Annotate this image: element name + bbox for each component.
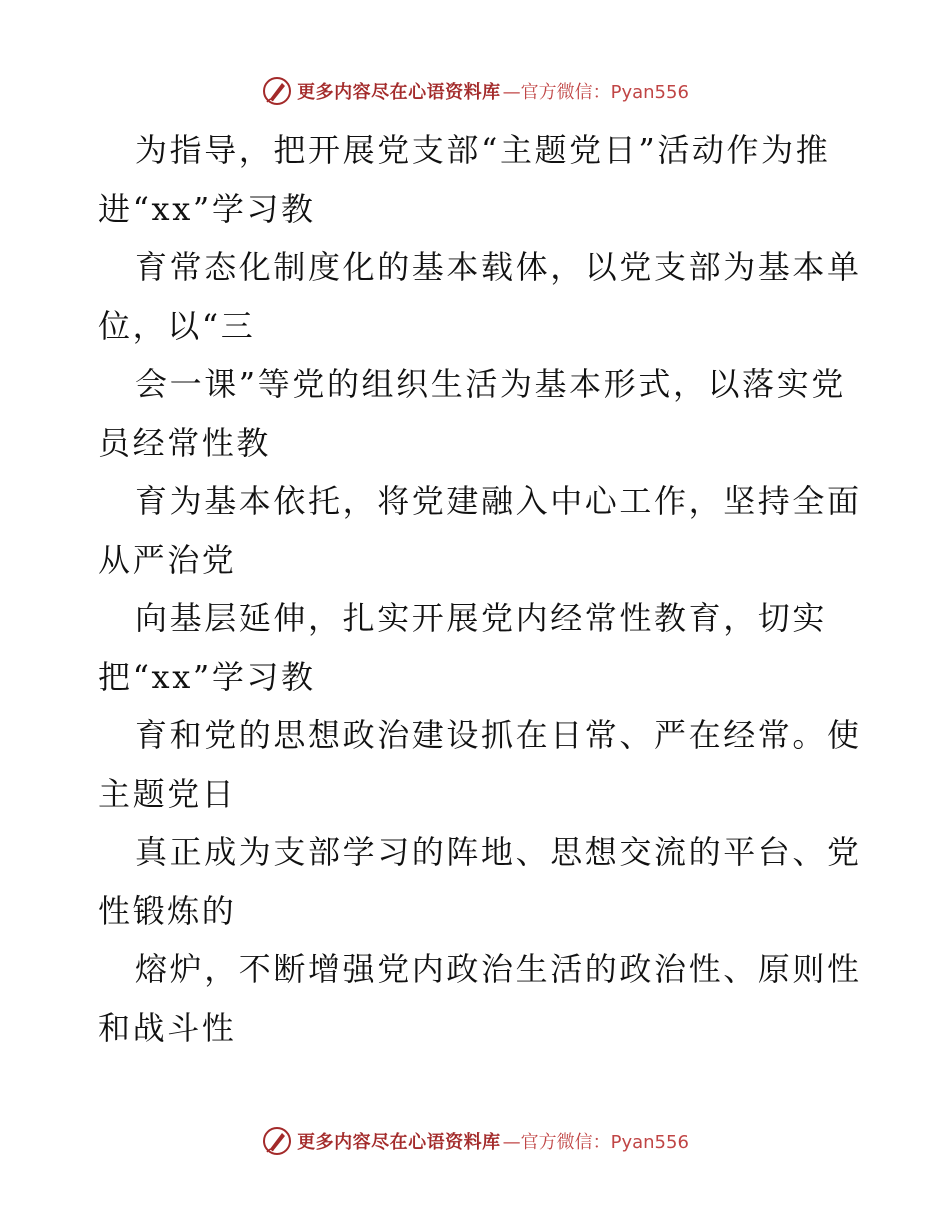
- watermark-wechat: —官方微信：Pyan556: [502, 82, 689, 103]
- paragraph-line: 员经常性教: [98, 423, 272, 462]
- watermark-text: 更多内容尽在心语资料库: [297, 1132, 501, 1153]
- paragraph: [98, 238, 868, 355]
- header-watermark: [0, 71, 950, 111]
- quill-pen-icon: [261, 75, 293, 107]
- document-body: [98, 121, 868, 1057]
- watermark-text: 更多内容尽在心语资料库: [297, 82, 501, 103]
- paragraph-line: 为指导，把开展党支部“主题党日”活动作为推: [135, 131, 831, 169]
- paragraph-line: 育常态化制度化的基本载体，以党支部为基本单: [135, 248, 862, 286]
- paragraph-line: 真正成为支部学习的阵地、思想交流的平台、党: [135, 833, 862, 871]
- paragraph: [98, 823, 868, 940]
- paragraph-line: 进“xx”学习教: [98, 189, 316, 228]
- paragraph-line: 从严治党: [98, 540, 237, 579]
- paragraph-line: 育为基本依托，将党建融入中心工作，坚持全面: [135, 482, 862, 520]
- paragraph-line: 性锻炼的: [98, 891, 237, 930]
- paragraph-line: 和战斗性: [98, 1008, 237, 1047]
- paragraph: [98, 472, 868, 589]
- paragraph-line: 向基层延伸，扎实开展党内经常性教育，切实: [135, 599, 828, 637]
- quill-pen-icon: [261, 1125, 293, 1157]
- paragraph-line: 位，以“三: [98, 306, 256, 345]
- paragraph-line: 主题党日: [98, 774, 237, 813]
- paragraph: [98, 589, 868, 706]
- paragraph: [98, 706, 868, 823]
- paragraph: [98, 121, 868, 238]
- paragraph-line: 育和党的思想政治建设抓在日常、严在经常。使: [135, 716, 862, 754]
- paragraph: [98, 355, 868, 472]
- paragraph-line: 把“xx”学习教: [98, 657, 316, 696]
- watermark-wechat: —官方微信：Pyan556: [502, 1132, 689, 1153]
- footer-watermark: [0, 1121, 950, 1161]
- paragraph-line: 熔炉，不断增强党内政治生活的政治性、原则性: [135, 950, 862, 988]
- paragraph-line: 会一课”等党的组织生活为基本形式，以落实党: [135, 365, 846, 403]
- paragraph: [98, 940, 868, 1057]
